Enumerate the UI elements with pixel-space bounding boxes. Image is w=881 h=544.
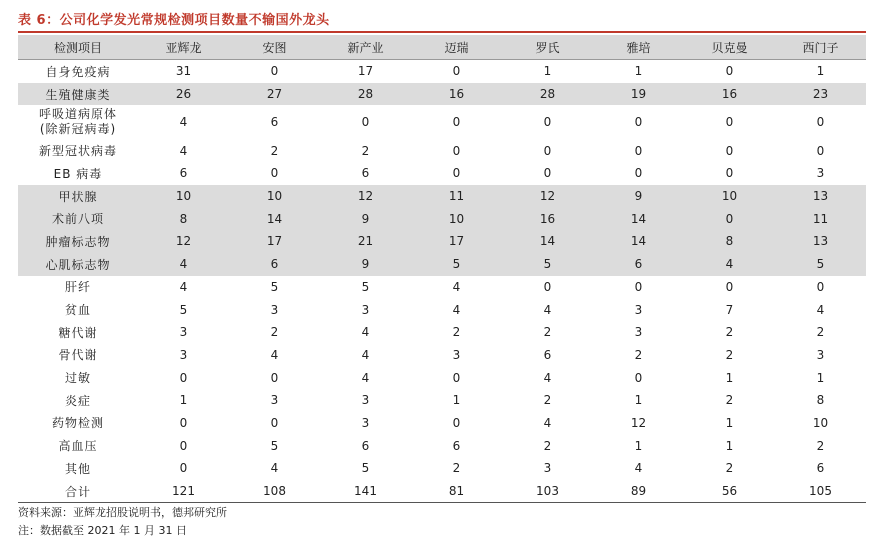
value-cell: 10 [138,185,229,208]
value-cell: 23 [775,83,866,106]
value-cell: 121 [138,480,229,503]
column-header: 安图 [229,35,320,60]
value-cell: 3 [634,302,643,317]
value-cell: 3 [452,347,461,362]
value-cell: 5 [502,253,593,276]
value-cell: 4 [361,370,370,385]
value-cell: 3 [270,393,279,408]
value-cell: 0 [725,143,734,158]
source-note: 资料来源：亚辉龙招股说明书，德邦研究所 [18,506,227,519]
table-row [18,105,866,139]
value-cell: 2 [725,325,734,340]
value-cell: 19 [593,83,684,106]
row-label: 肝纤 [64,280,91,295]
value-cell: 4 [543,415,552,430]
row-label: 术前八项 [18,207,138,230]
table-row [18,139,866,162]
value-cell: 4 [634,461,643,476]
value-cell: 4 [452,279,461,294]
value-cell: 4 [179,143,188,158]
table-row [18,366,866,389]
total-row [18,480,866,503]
value-cell: 21 [320,230,411,253]
value-cell: 5 [411,253,502,276]
value-cell: 6 [543,347,552,362]
table-row [18,389,866,412]
value-cell: 6 [179,166,188,181]
value-cell: 6 [816,461,825,476]
value-cell: 28 [502,83,593,106]
value-cell: 12 [502,185,593,208]
value-cell: 9 [320,253,411,276]
value-cell: 14 [593,230,684,253]
value-cell: 0 [725,114,734,129]
value-cell: 3 [179,347,188,362]
value-cell: 16 [684,83,775,106]
table-row [18,230,866,253]
value-cell: 0 [634,114,643,129]
column-header: 罗氏 [502,35,593,60]
row-label: 其他 [64,461,91,476]
value-cell: 9 [320,207,411,230]
value-cell: 0 [270,415,279,430]
table-row [18,83,866,106]
value-cell: 0 [179,461,188,476]
value-cell: 5 [179,302,188,317]
row-label: 甲状腺 [18,185,138,208]
value-cell: 3 [816,347,825,362]
value-cell: 0 [816,279,825,294]
value-cell: 12 [138,230,229,253]
value-cell: 4 [138,253,229,276]
table-row [18,276,866,299]
value-cell: 26 [138,83,229,106]
table-title: 表 6：公司化学发光常规检测项目数量不输国外龙头 [18,13,330,28]
row-label: 糖代谢 [58,325,98,340]
value-cell: 12 [630,415,647,430]
row-label: 骨代谢 [58,348,98,363]
value-cell: 28 [320,83,411,106]
row-label: 贫血 [64,303,91,318]
value-cell: 0 [452,370,461,385]
row-label: 肿瘤标志物 [18,230,138,253]
value-cell: 2 [361,143,370,158]
value-cell: 0 [179,438,188,453]
detection-items-table [18,35,866,503]
value-cell: 17 [229,230,320,253]
value-cell: 4 [684,253,775,276]
value-cell: 1 [452,393,461,408]
value-cell: 1 [634,393,643,408]
table-row [18,207,866,230]
value-cell: 17 [357,64,374,79]
row-label: 生殖健康类 [18,83,138,106]
value-cell: 0 [634,370,643,385]
value-cell: 1 [816,64,825,79]
value-cell: 0 [543,166,552,181]
value-cell: 0 [816,143,825,158]
value-cell: 16 [502,207,593,230]
value-cell: 0 [452,64,461,79]
value-cell: 11 [411,185,502,208]
value-cell: 3 [634,325,643,340]
value-cell: 4 [179,279,188,294]
value-cell: 1 [725,370,734,385]
column-header: 西门子 [775,35,866,60]
value-cell: 1 [725,415,734,430]
table-row [18,162,866,185]
value-cell: 8 [684,230,775,253]
table-row [18,457,866,480]
column-header: 新产业 [320,35,411,60]
value-cell: 141 [320,480,411,503]
value-cell: 4 [270,347,279,362]
value-cell: 2 [725,393,734,408]
value-cell: 27 [229,83,320,106]
value-cell: 5 [361,461,370,476]
value-cell: 4 [361,347,370,362]
value-cell: 2 [816,438,825,453]
table-row [18,344,866,367]
value-cell: 6 [361,438,370,453]
value-cell: 1 [725,438,734,453]
row-label: EB 病毒 [53,166,103,181]
value-cell: 2 [543,325,552,340]
value-cell: 3 [816,166,825,181]
value-cell: 14 [229,207,320,230]
value-cell: 0 [725,166,734,181]
row-label: 炎症 [64,393,91,408]
value-cell: 0 [543,114,552,129]
value-cell: 10 [229,185,320,208]
value-cell: 0 [452,143,461,158]
value-cell: 0 [270,64,279,79]
value-cell: 14 [593,207,684,230]
value-cell: 0 [179,415,188,430]
value-cell: 81 [411,480,502,503]
value-cell: 0 [452,166,461,181]
value-cell: 10 [812,415,829,430]
value-cell: 10 [684,185,775,208]
row-label: 自身免疫病 [45,64,111,79]
column-header: 迈瑞 [411,35,502,60]
value-cell: 3 [361,393,370,408]
value-cell: 0 [634,279,643,294]
value-cell: 8 [138,207,229,230]
value-cell: 2 [452,325,461,340]
value-cell: 0 [361,114,370,129]
table-row [18,321,866,344]
table-row [18,412,866,435]
value-cell: 0 [684,207,775,230]
value-cell: 14 [502,230,593,253]
value-cell: 5 [270,438,279,453]
value-cell: 7 [725,302,734,317]
value-cell: 5 [775,253,866,276]
value-cell: 0 [634,166,643,181]
row-label: 新型冠状病毒 [38,144,117,159]
row-label: 高血压 [58,439,98,454]
value-cell: 6 [593,253,684,276]
value-cell: 108 [229,480,320,503]
value-cell: 0 [543,143,552,158]
value-cell: 2 [634,347,643,362]
value-cell: 2 [725,461,734,476]
value-cell: 13 [775,185,866,208]
value-cell: 0 [725,279,734,294]
table-row [18,298,866,321]
value-cell: 31 [175,64,192,79]
column-header: 雅培 [593,35,684,60]
table-row [18,434,866,457]
value-cell: 0 [179,370,188,385]
value-cell: 2 [816,325,825,340]
value-cell: 0 [452,415,461,430]
value-cell: 2 [543,393,552,408]
value-cell: 3 [543,461,552,476]
column-header: 检测项目 [18,35,138,60]
value-cell: 2 [270,143,279,158]
value-cell: 1 [634,64,643,79]
value-cell: 6 [270,114,279,129]
value-cell: 4 [543,302,552,317]
value-cell: 105 [775,480,866,503]
value-cell: 6 [361,166,370,181]
header-row [18,35,866,60]
value-cell: 3 [361,302,370,317]
table-row [18,253,866,276]
value-cell: 4 [179,114,188,129]
table-row [18,60,866,83]
value-cell: 13 [775,230,866,253]
column-header: 亚辉龙 [138,35,229,60]
value-cell: 0 [634,143,643,158]
date-note: 注：数据截至 2021 年 1 月 31 日 [18,524,187,537]
row-label: 过敏 [64,371,91,386]
value-cell: 3 [179,325,188,340]
value-cell: 0 [270,166,279,181]
value-cell: 11 [775,207,866,230]
value-cell: 4 [270,461,279,476]
value-cell: 3 [361,415,370,430]
value-cell: 0 [543,279,552,294]
value-cell: 1 [543,64,552,79]
table-row [18,185,866,208]
row-label: 药物检测 [51,416,104,431]
value-cell: 0 [270,370,279,385]
value-cell: 10 [411,207,502,230]
value-cell: 1 [816,370,825,385]
value-cell: 5 [270,279,279,294]
value-cell: 1 [634,438,643,453]
value-cell: 2 [270,325,279,340]
value-cell: 8 [816,393,825,408]
value-cell: 103 [502,480,593,503]
value-cell: 1 [179,393,188,408]
value-cell: 2 [543,438,552,453]
value-cell: 89 [593,480,684,503]
value-cell: 2 [452,461,461,476]
value-cell: 9 [593,185,684,208]
row-label: 呼吸道病原体 (除新冠病毒) [38,107,117,137]
column-header: 贝克曼 [684,35,775,60]
value-cell: 6 [229,253,320,276]
value-cell: 4 [361,325,370,340]
value-cell: 16 [411,83,502,106]
value-cell: 56 [684,480,775,503]
value-cell: 12 [320,185,411,208]
row-label: 合计 [18,480,138,503]
value-cell: 17 [411,230,502,253]
value-cell: 6 [452,438,461,453]
value-cell: 0 [725,64,734,79]
value-cell: 4 [543,370,552,385]
title-rule [18,31,866,33]
value-cell: 0 [452,114,461,129]
value-cell: 3 [270,302,279,317]
value-cell: 2 [725,347,734,362]
value-cell: 4 [816,302,825,317]
value-cell: 5 [361,279,370,294]
row-label: 心肌标志物 [18,253,138,276]
value-cell: 4 [452,302,461,317]
value-cell: 0 [816,114,825,129]
